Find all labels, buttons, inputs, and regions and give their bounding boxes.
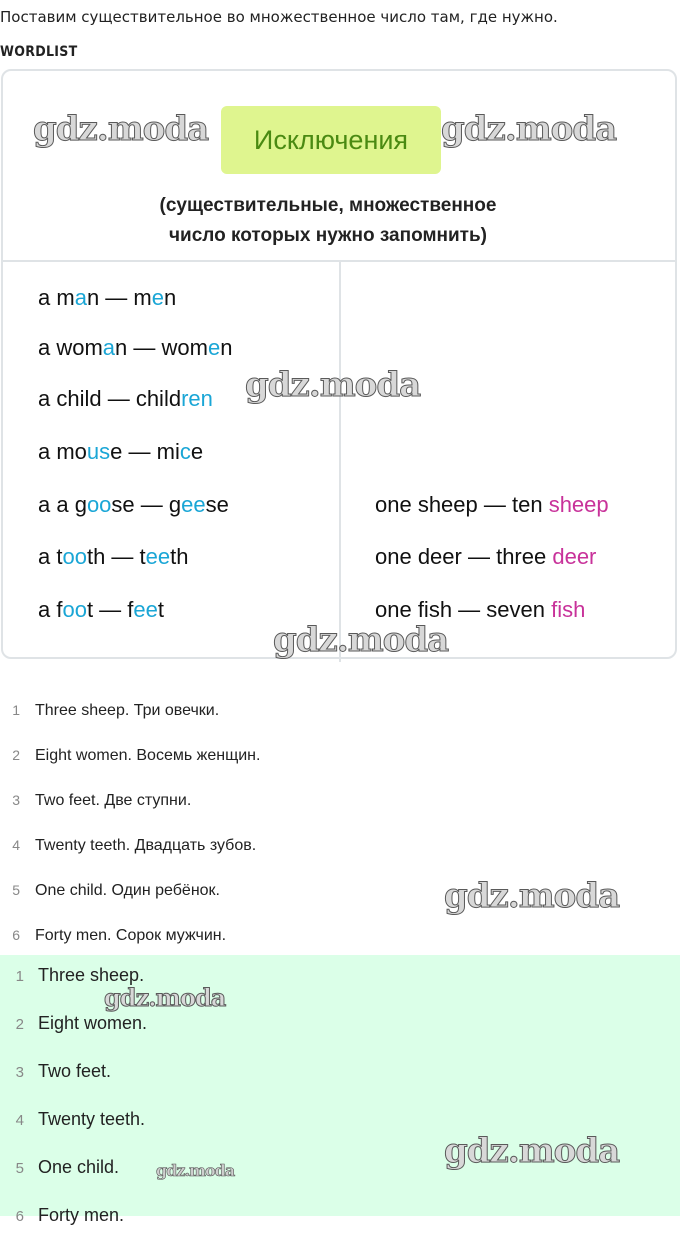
word-text: one fish — seven	[375, 597, 552, 622]
highlighted-letters: ee	[181, 492, 206, 517]
word-pair	[38, 544, 188, 570]
word-text: se — g	[111, 492, 182, 517]
item-text: One child.	[38, 1157, 120, 1177]
task-instruction: Поставим существительное во множественное число там, где нужно.	[0, 8, 558, 26]
item-text: Three sheep. Три овечки.	[35, 702, 220, 719]
list-item	[0, 927, 226, 951]
item-text: Twenty teeth.	[38, 1109, 146, 1129]
highlighted-word: deer	[552, 544, 597, 569]
word-pair	[38, 285, 176, 311]
watermark: gdz.moda	[444, 876, 620, 916]
item-text: Eight women.	[38, 1013, 148, 1033]
watermark: gdz.moda	[444, 1131, 620, 1171]
word-pair	[375, 544, 596, 570]
exceptions-title: Исключения	[221, 106, 441, 174]
highlighted-letters: a	[74, 285, 87, 310]
word-text: a child — child	[38, 386, 182, 411]
word-text: one deer — three	[375, 544, 553, 569]
word-text: t	[157, 597, 165, 622]
watermark: gdz.moda	[273, 620, 449, 660]
item-text: Forty men. Сорок мужчин.	[35, 927, 227, 944]
column-divider	[339, 262, 341, 662]
item-number: 5	[12, 882, 20, 898]
answer-block	[0, 955, 680, 1225]
word-text: n	[163, 285, 177, 310]
wordlist-label: WORDLIST	[0, 44, 78, 60]
item-text: Two feet. Две ступни.	[35, 792, 192, 809]
word-text: se	[205, 492, 229, 517]
highlighted-letters: oo	[62, 544, 87, 569]
item-number: 4	[15, 1112, 24, 1129]
word-pair	[38, 439, 203, 465]
item-text: Three sheep.	[38, 965, 145, 985]
answer-item	[0, 1061, 111, 1082]
item-number: 3	[15, 1064, 24, 1081]
item-text: Eight women. Восемь женщин.	[35, 747, 261, 764]
word-text: e	[190, 439, 204, 464]
list-item	[0, 702, 219, 726]
word-text: a wom	[38, 335, 103, 360]
highlighted-letters: e	[151, 285, 164, 310]
item-number: 3	[12, 792, 20, 808]
word-text: e — mi	[110, 439, 180, 464]
item-number: 2	[15, 1016, 24, 1033]
answer-item	[0, 1157, 119, 1178]
watermark: gdz.moda	[104, 983, 226, 1012]
word-text: th — t	[86, 544, 146, 569]
highlighted-letters: e	[207, 335, 221, 360]
highlighted-word: fish	[551, 597, 586, 622]
item-text: Two feet.	[38, 1061, 112, 1081]
word-pair	[38, 597, 164, 623]
subtitle-line: число которых нужно запомнить)	[169, 225, 487, 246]
word-text: a mo	[38, 439, 87, 464]
answer-item	[0, 1109, 145, 1130]
highlighted-word: sheep	[548, 492, 609, 517]
word-text: t — f	[86, 597, 134, 622]
item-number: 5	[15, 1160, 24, 1177]
highlighted-letters: oo	[86, 492, 112, 517]
word-pair	[38, 335, 232, 361]
word-text: one sheep — ten	[375, 492, 549, 517]
item-number: 4	[12, 837, 20, 853]
item-number: 1	[12, 702, 20, 718]
list-item	[0, 882, 220, 906]
highlighted-letters: oo	[62, 597, 87, 622]
word-text: n — m	[86, 285, 152, 310]
word-text: n — wom	[115, 335, 208, 360]
item-number: 6	[15, 1208, 24, 1225]
item-text: Twenty teeth. Двадцать зубов.	[35, 837, 257, 854]
item-text: One child. Один ребёнок.	[35, 882, 220, 899]
answer-item	[0, 1205, 124, 1226]
list-item	[0, 792, 191, 816]
watermark: gdz.moda	[33, 109, 209, 149]
word-pair	[38, 492, 229, 518]
list-item	[0, 747, 260, 771]
word-text: th	[170, 544, 189, 569]
subtitle-line: (существительные, множественное	[159, 195, 497, 216]
highlighted-letters: us	[86, 439, 111, 464]
watermark: gdz.moda	[245, 365, 421, 405]
word-pair	[38, 386, 213, 412]
word-text: a t	[38, 544, 63, 569]
word-text: a a g	[38, 492, 87, 517]
item-number: 2	[12, 747, 20, 763]
word-text: a f	[38, 597, 63, 622]
highlighted-letters: ren	[181, 386, 213, 411]
answer-item	[0, 1013, 147, 1034]
watermark: gdz.moda	[156, 1161, 235, 1180]
item-number: 6	[12, 927, 20, 943]
card-subtitle	[3, 191, 653, 251]
item-text: Forty men.	[38, 1205, 125, 1225]
word-text: a m	[38, 285, 75, 310]
highlighted-letters: c	[179, 439, 191, 464]
highlighted-letters: ee	[145, 544, 171, 569]
wordlist-card	[1, 69, 677, 659]
watermark: gdz.moda	[441, 109, 617, 149]
card-header	[3, 71, 675, 262]
highlighted-letters: a	[102, 335, 116, 360]
highlighted-letters: ee	[133, 597, 158, 622]
list-item	[0, 837, 256, 861]
word-pair	[375, 492, 609, 518]
word-text: n	[220, 335, 233, 360]
item-number: 1	[15, 968, 24, 985]
